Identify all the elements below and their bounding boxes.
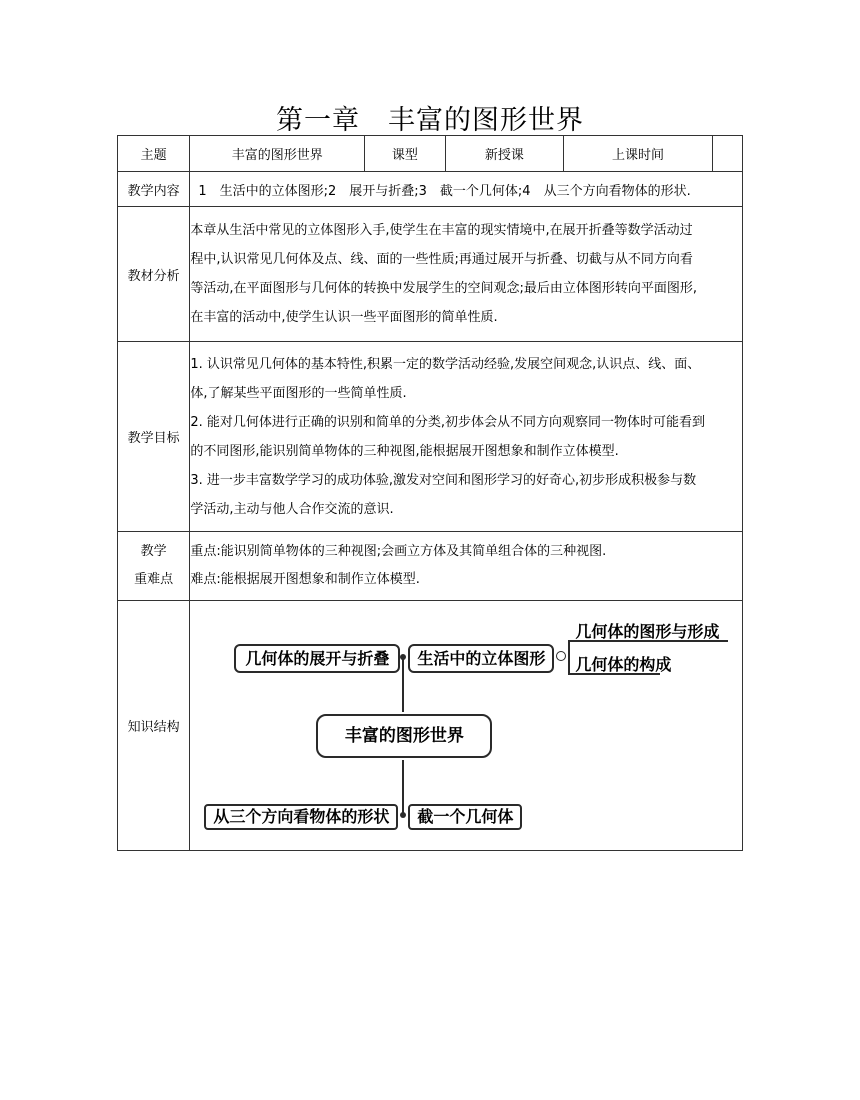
type-value: 新授课 [445,136,564,172]
analysis-label: 教材分析 [118,207,190,342]
views-junction-dot [400,812,406,818]
analysis-line: 在丰富的活动中,使学生认识一些平面图形的简单性质. [190,310,498,325]
fold-node: 几何体的展开与折叠 [234,644,400,673]
difficulty-label-line1: 教学 [140,544,167,559]
connector-leaf-bracket [568,640,570,674]
analysis-row [118,207,743,342]
connector-vertical-top [402,659,404,712]
structure-cell [190,601,743,851]
goal-line: 3. 进一步丰富数学学习的成功体验,激发对空间和图形学习的好奇心,初步形成积极参与数 [190,472,697,488]
fold-junction-dot [400,654,406,660]
goal-line: 2. 能对几何体进行正确的识别和简单的分类,初步体会从不同方向观察同一物体时可能看到 [190,414,706,430]
goals-label: 教学目标 [118,342,190,532]
goals-text [190,342,743,532]
analysis-line: 本章从生活中常见的立体图形入手,使学生在丰富的现实情境中,在展开折叠等数学活动过 [190,223,693,238]
difficult-point: 难点:能根据展开图想象和制作立体模型. [190,572,420,587]
leaf-composition: 几何体的构成 [575,654,672,674]
difficulty-label-line2: 重难点 [134,572,174,587]
goals-row [118,342,743,532]
goal-line: 学活动,主动与他人合作交流的意识. [190,501,394,517]
page-title: 第一章 丰富的图形世界 [276,105,584,136]
connector-vertical-bottom [402,760,404,816]
header-row [118,136,743,172]
time-label: 上课时间 [564,136,713,172]
type-label: 课型 [365,136,445,172]
leaf-formation: 几何体的图形与形成 [575,621,720,641]
difficulty-text [190,532,743,601]
goal-line: 的不同图形,能识别简单物体的三种视图,能根据展开图想象和制作立体模型. [190,443,619,459]
lesson-plan-table [117,135,743,851]
goal-line: 体,了解某些平面图形的一些简单性质. [190,385,407,401]
content-label: 教学内容 [118,172,190,207]
mind-map [190,602,742,850]
goal-line: 1. 认识常见几何体的基本特性,积累一定的数学活动经验,发展空间观念,认识点、线、面、 [190,356,701,372]
difficulty-label [118,532,190,601]
analysis-line: 程中,认识常见几何体及点、线、面的一些性质;再通过展开与折叠、切截与从不同方向看 [190,252,693,267]
analysis-text [190,207,743,342]
center-node: 丰富的图形世界 [316,714,492,758]
cut-node: 截一个几何体 [408,804,522,830]
key-point: 重点:能识别简单物体的三种视图;会画立方体及其简单组合体的三种视图. [190,544,607,559]
topic-label: 主题 [118,136,190,172]
views-node: 从三个方向看物体的形状 [204,804,398,830]
difficulty-row [118,532,743,601]
life-expand-circle [556,651,566,661]
structure-label: 知识结构 [118,601,190,851]
life-node: 生活中的立体图形 [408,644,554,673]
structure-row [118,601,743,851]
content-row [118,172,743,207]
content-text: 1 生活中的立体图形;2 展开与折叠;3 截一个几何体;4 从三个方向看物体的形状. [190,172,743,207]
analysis-line: 等活动,在平面图形与几何体的转换中发展学生的空间观念;最后由立体图形转向平面图形, [190,281,697,296]
topic-value: 丰富的图形世界 [190,136,365,172]
time-value [712,136,742,172]
